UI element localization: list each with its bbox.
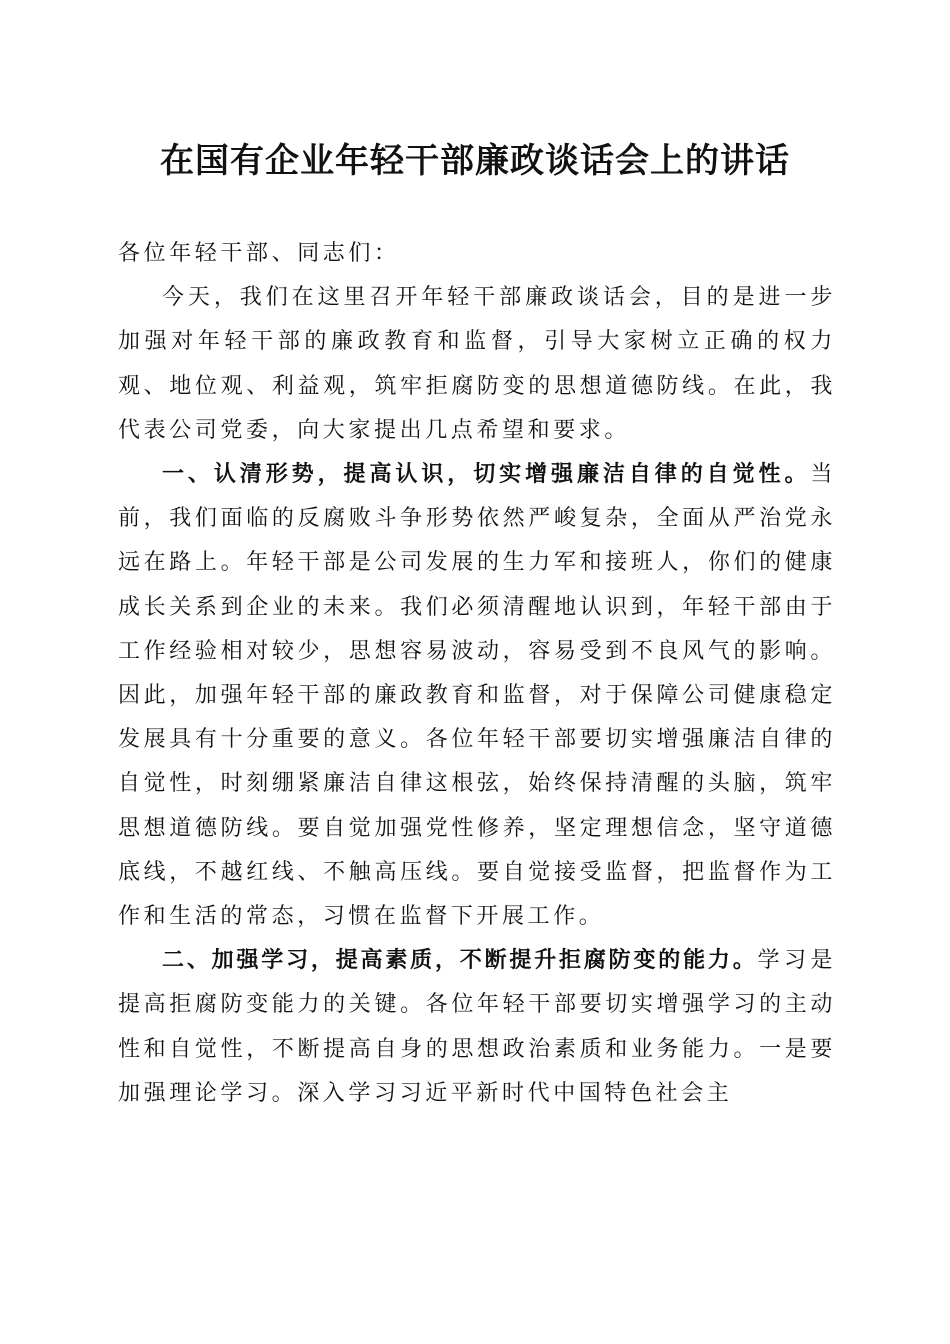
section-1-paragraph [118,453,836,939]
salutation: 各位年轻干部、同志们： [118,241,400,266]
section-1-text: 当前，我们面临的反腐败斗争形势依然严峻复杂，全面从严治党永远在路上。年轻干部是公司发展的生力军和接班人，你们的健康成长关系到企业的未来。我们必须清醒地认识到，年轻干部由于工作经验相对较少，思想容易波动，容易受到不良风气的影响。因此，加强年轻干部的廉政教育和监督，对于保障公司健康稳定发展具有十分重要的意义。各位年轻干部要切实增强廉洁自律的自觉性，时刻绷紧廉洁自律这根弦，始终保持清醒的头脑，筑牢思想道德防线。要自觉加强党性修养，坚定理想信念，坚守道德底线，不越红线、不触高压线。要自觉接受监督，把监督作为工作和生活的常态，习惯在监督下开展工作。 [118,462,836,930]
document-body [118,232,836,1116]
section-2-heading: 二、加强学习，提高素质，不断提升拒腐防变的能力。 [162,948,758,974]
section-2-text: 学习是提高拒腐防变能力的关键。各位年轻干部要切实增强学习的主动性和自觉性，不断提高自身的思想政治素质和业务能力。一是要加强理论学习。深入学习习近平新时代中国特色社会主 [118,948,836,1106]
intro-paragraph: 今天，我们在这里召开年轻干部廉政谈话会，目的是进一步加强对年轻干部的廉政教育和监督，引导大家树立正确的权力观、地位观、利益观，筑牢拒腐防变的思想道德防线。在此，我代表公司党委，向大家提出几点希望和要求。 [118,285,836,443]
document-title: 在国有企业年轻干部廉政谈话会上的讲话 [160,141,790,181]
section-2-paragraph [118,939,836,1116]
section-1-heading: 一、认清形势，提高认识，切实增强廉洁自律的自觉性。 [162,462,811,488]
